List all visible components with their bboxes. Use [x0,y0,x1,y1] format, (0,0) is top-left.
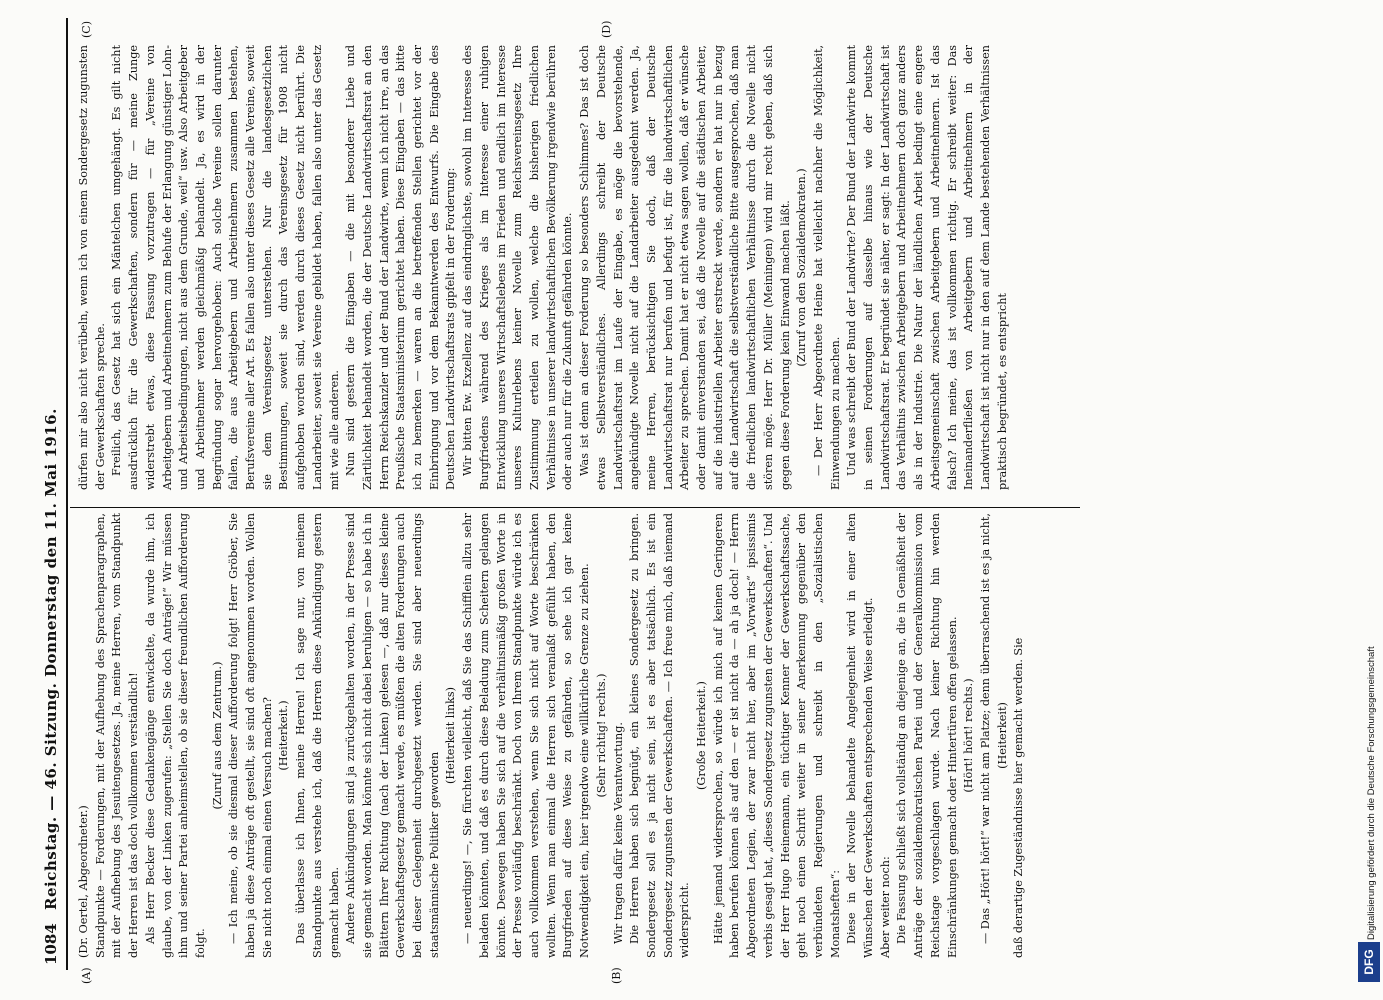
interjection: (Heiterkeit links) [444,686,458,785]
paragraph: daß derartige Zugeständnisse hier gemacht werden. Sie [1012,637,1026,958]
left-column [76,513,1028,958]
paragraph: Als Herr Becker diese Gedankengänge entwickelte, da wurde ihm, ich glaube, von der Linken zugerufen: „Stellen Sie doch Anträge!“ Wir müssen ihm und seiner Partei anheimstellen, ob sie dieser freundlichen Aufforderung folgt. [143,513,207,958]
right-column [76,45,1011,490]
interjection: (Zuruf von den Sozialdemokraten.) [795,168,809,367]
paragraph: — Das „Hört! hört!“ war nicht am Platze; denn überraschend ist es ja nicht, [978,513,992,944]
page-header-title: Reichstag. — 46. Sitzung. Donnerstag den 11. Mai 1916. [42,408,60,910]
paragraph: Freilich, das Gesetz hat sich ein Mäntelchen umgehängt. Es gilt nicht ausdrücklich für die Gewerkschaften, sondern für — meine Zunge widerstrebt etwas, diese Fassung vorzutragen — für „Vereine von Arbeitgebern und Arbeitnehmern zum Behufe der Erlangung günstiger Lohn- und Arbeitsbedingungen, nicht aus dem Grunde, weil“ usw. Also Arbeitgeber und Arbeitnehmer werden gleichmäßig behandelt. Ja, es wird in der Begründung sogar hervorgehoben: Auch solche Vereine sollen darunter fallen, die aus Arbeitgebern und Arbeitnehmern zusammen bestehen, Berufsvereine aller Art. Es fallen also unter dieses Gesetz alle Vereine, soweit sie dem Vereinsgesetz unterstehen. Nur die landesgesetzlichen Bestimmungen, soweit sie durch das Vereinsgesetz für 1908 nicht aufgehoben worden sind, werden durch dieses Gesetz nicht berührt. Die Landarbeiter, soweit sie Vereine gebildet haben, fallen also unter das Gesetz mit wie alle anderen. [110,45,341,490]
column-divider [70,507,1080,508]
page-header [40,20,66,965]
interjection: (Zuruf aus dem Zentrum.) [210,661,224,810]
paragraph: — neuerdings! —, Sie fürchten vielleicht, daß Sie das Schifflein allzu sehr beladen könnten, und daß es durch diese Beladung zum Scheitern gelangen könnte. Deswegen haben Sie sich auf die verhältnismäßig großen Worte in der Presse vorläufig beschränkt. Doch von Ihrem Standpunkte würde ich es auch vollkommen verstehen, wenn Sie sich nicht auf Worte beschränken wollten. Wenn man einmal die Herren sich veranlaßt gefühlt haben, den Burgfrieden auf diese Weise zu gefährden, so sehe ich gar keine Notwendigkeit ein, hier irgendwo eine willkürliche Grenze zu ziehen. [461,513,592,958]
paragraph: Wir tragen dafür keine Verantwortung. [611,722,625,944]
quotation: Diese in der Novelle behandelte Angelegenheit wird in einer alten Wünschen der Gewerkschaften entsprechenden Weise erledigt. [845,513,876,958]
header-rule [66,18,68,970]
paragraph: Standpunkte — Forderungen, mit der Aufhebung des Sprachenparagraphen, mit der Aufhebung des Jesuitengesetzes. Ja, meine Herren, vom Standpunkt der Herren ist das doch vollkommen verständlich! [93,513,141,958]
margin-mark-d: (D) [600,20,613,38]
paragraph: Und was schreibt der Bund der Landwirte? Der Bund der Landwirte kommt in seinen Forderungen auf dasselbe hinaus wie der Deutsche Landwirtschaftsrat. Er begründet sie näher, er sagt: In der Landwirtschaft ist das Verhältnis zwischen Arbeitgebern und Arbeitnehmern doch ganz anders als in der Industrie. Die Natur der ländlichen Arbeit bedingt eine engere Arbeitsgemeinschaft zwischen Arbeitgebern und Arbeitnehmern. Ist das falsch? Ich meine, das ist vollkommen richtig. Er schreibt weiter: Das Ineinanderfließen von Arbeitgebern und Arbeitnehmern in der Landwirtschaft ist nicht nur in den auf dem Lande bestehenden Verhältnissen praktisch begründet, es entspricht [845,45,1009,490]
interjection: (Sehr richtig! rechts.) [594,673,608,798]
paragraph: — Der Herr Abgeordnete Heine hat vielleicht nachher die Möglichkeit, Einwendungen zu machen. [811,45,842,490]
paragraph: Das überlasse ich Ihnen, meine Herren! Ich sage nur, von meinem Standpunkte aus verstehe ich, daß die Herren diese Ankündigung gestern gemacht haben. [294,513,341,958]
interjection: (Große Heiterkeit.) [695,681,709,790]
page-number: 1084 [42,923,60,965]
margin-mark-b: (B) [610,967,623,984]
paragraph: Die Herren haben sich begnügt, ein kleines Sondergesetz zu bringen. Sondergesetz soll es ja nicht sein, ist es aber tatsächlich. Es ist ein Sondergesetz zugunsten der Gewerkschaften. — Ich freue mich, daß niemand widerspricht. [628,513,692,958]
quotation: Wir bitten Ew. Exzellenz auf das eindringlichste, sowohl im Interesse des Burgfriedens während des Krieges als im Interesse einer ruhigen Entwicklung unseres Wirtschaftslebens im Frieden und endlich im Interesse unseres Kulturlebens keiner Novelle zum Reichsvereinsgesetz Ihre Zustimmung erteilen zu wollen, welche die bisherigen friedlichen Verhältnisse in unserer landwirtschaftlichen Bevölkerung irgendwie berühren oder auch nur für die Zukunft gefährden könnte. [461,45,575,490]
interjection: (Hört! hört! rechts.) [962,678,976,793]
margin-mark-c: (C) [80,21,93,38]
paragraph: dürfen mir also nicht verübeln, wenn ich von einem Sondergesetz zugunsten der Gewerkschaften spreche. [77,45,107,490]
margin-mark-a: (A) [80,967,93,984]
paragraph: (Dr. Oertel, Abgeordneter.) [77,805,90,958]
paragraph: Was ist denn an dieser Forderung so besonders Schlimmes? Das ist doch etwas Selbstverständliches. Allerdings schreibt der Deutsche Landwirtschaftsrat im Laufe der Eingabe, es möge die bevorstehende, angekündigte Novelle nicht auf die Landarbeiter ausgedehnt werden. Ja, meine Herren, berücksichtigen Sie doch, daß der Deutsche Landwirtschaftsrat nur berufen und befugt ist, für die landwirtschaftlichen Arbeiter zu sprechen. Damit hat er nicht etwa sagen wollen, daß er wünsche oder damit einverstanden sei, daß die Novelle auf die städtischen Arbeiter, auf die industriellen Arbeiter erstreckt werde, sondern er hat nur in bezug auf die Landwirtschaft die selbstverständliche Bitte ausgesprochen, daß man die friedlichen landwirtschaftlichen Verhältnisse durch die Novelle nicht stören möge. Herr Dr. Müller (Meiningen) wird mir recht geben, daß sich gegen diese Forderung kein Einwand machen läßt. [578,45,792,490]
digitization-credit: Digitalisierung gefördert durch die Deutsche Forschungsgemeinschaft [1366,646,1377,940]
paragraph: Andere Ankündigungen sind ja zurückgehalten worden, in der Presse sind sie gemacht worden. Man könnte sich nicht dabei beruhigen — so habe ich in Blättern Ihrer Richtung (nach der Linken) gelesen —, daß nur dieses kleine Gewerkschaftsgesetz gemacht werde, es müßten die alten Forderungen auch bei dieser Gelegenheit durchgesetzt werden. Sie sind aber neuerdings staatsmännische Politiker geworden [344,513,441,958]
paragraph: Aber weiter noch: [878,856,892,958]
quotation: Die Fassung schließt sich vollständig an diejenige an, die in Gemäßheit der Anträge der sozialdemokratischen Partei und der Generalkommission vom Reichstage vorgeschlagen wurde. Nach keiner Richtung hin werden Einschränkungen gemacht oder Hintertüren offen gelassen. [895,513,959,958]
dfg-logo: DFG [1358,942,1380,982]
paragraph: Nun sind gestern die Eingaben — die mit besonderer Liebe und Zärtlichkeit behandelt worden, die der Deutsche Landwirtschaftsrat an den Herrn Reichskanzler und der Bund der Landwirte, wenn ich nicht irre, an das Preußische Staatsministerium gerichtet haben. Diese Eingaben — das bitte ich zu bemerken — waren an die betreffenden Stellen gerichtet vor der Einbringung und vor dem Bekanntwerden des Entwurfs. Die Eingabe des Deutschen Landwirtschaftsrats gipfelt in der Forderung: [344,45,458,490]
paragraph: Hätte jemand widersprochen, so würde ich mich auf keinen Geringeren haben berufen können als auf den — er ist nicht da — ah ja doch! — Herrn Abgeordneten Legien, der zwar nicht hier, aber im „Vorwärts“ ipsissimis verbis gesagt hat, „dieses Sondergesetz zugunsten der Gewerkschaften“. Und der Herr Hugo Heinemann, ein tüchtiger Kenner der Gewerkschaftssache, geht noch einen Schritt weiter in seiner Anerkennung gegenüber den verbündeten Regierungen und schreibt in den „Sozialistischen Monatsheften“: [711,513,842,958]
interjection: (Heiterkeit.) [277,700,291,771]
interjection: (Heiterkeit) [995,702,1009,769]
paragraph: — Ich meine, ob sie diesmal dieser Aufforderung folgt! Herr Gröber, Sie haben ja diese Anträge oft gestellt, sie sind oft angenommen worden. Wollen Sie nicht noch einmal einen Versuch machen? [227,513,274,958]
